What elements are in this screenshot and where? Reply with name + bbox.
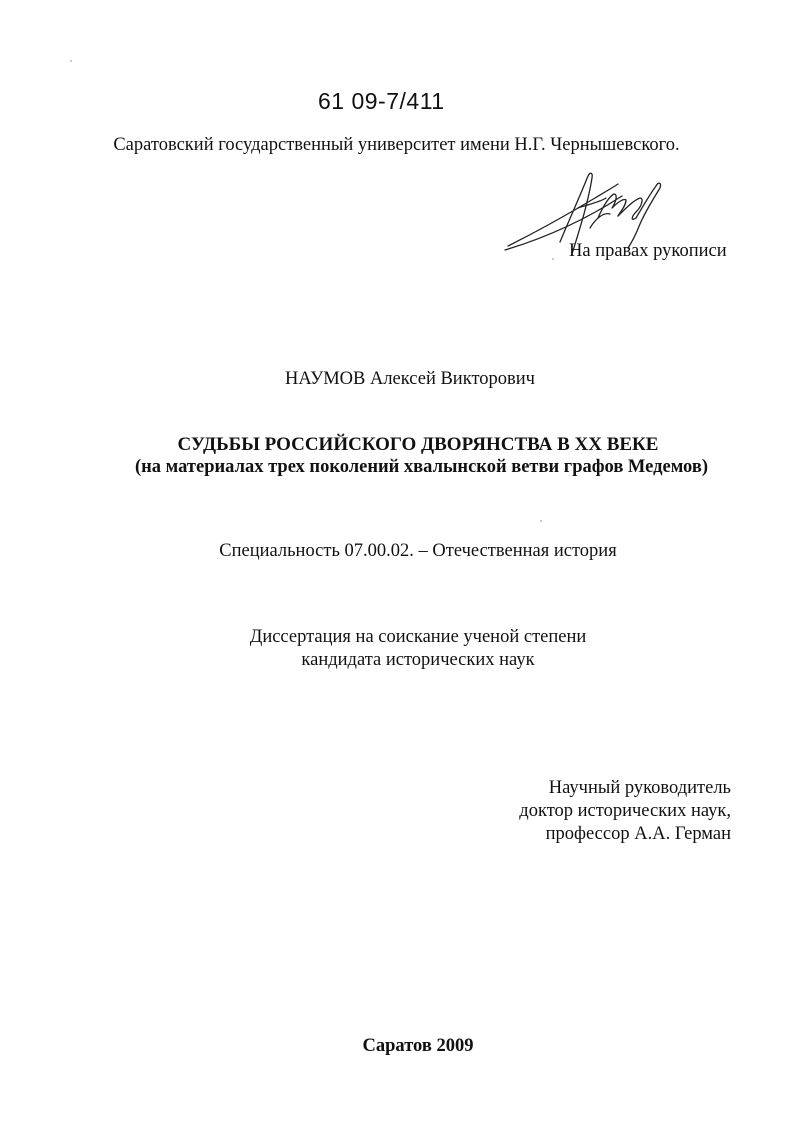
- dissertation-title: СУДЬБЫ РОССИЙСКОГО ДВОРЯНСТВА В XX ВЕКЕ: [177, 434, 659, 455]
- university-name: Саратовский государственный университет имени Н.Г. Чернышевского.: [113, 135, 680, 155]
- dissertation-degree-line-2: кандидата исторических наук: [301, 650, 535, 670]
- catalog-number: 61 09-7/411: [318, 88, 445, 114]
- supervisor-name: профессор А.А. Герман: [545, 824, 731, 844]
- scan-speck: [70, 60, 72, 62]
- city-year: Саратов 2009: [362, 1036, 474, 1056]
- author-name: НАУМОВ Алексей Викторович: [285, 369, 535, 389]
- supervisor-role: Научный руководитель: [548, 778, 731, 798]
- supervisor-degree: доктор исторических наук,: [519, 801, 731, 821]
- supervisor-block: [519, 777, 731, 846]
- dissertation-degree-line-1: Диссертация на соискание ученой степени: [249, 627, 587, 647]
- manuscript-rights-label: На правах рукописи: [569, 241, 727, 261]
- dissertation-subtitle: (на материалах трех поколений хвалынской ветви графов Медемов): [134, 457, 708, 477]
- scan-speck: [552, 258, 554, 260]
- scan-speck: [540, 520, 542, 522]
- specialty-line: Специальность 07.00.02. – Отечественная история: [219, 541, 617, 561]
